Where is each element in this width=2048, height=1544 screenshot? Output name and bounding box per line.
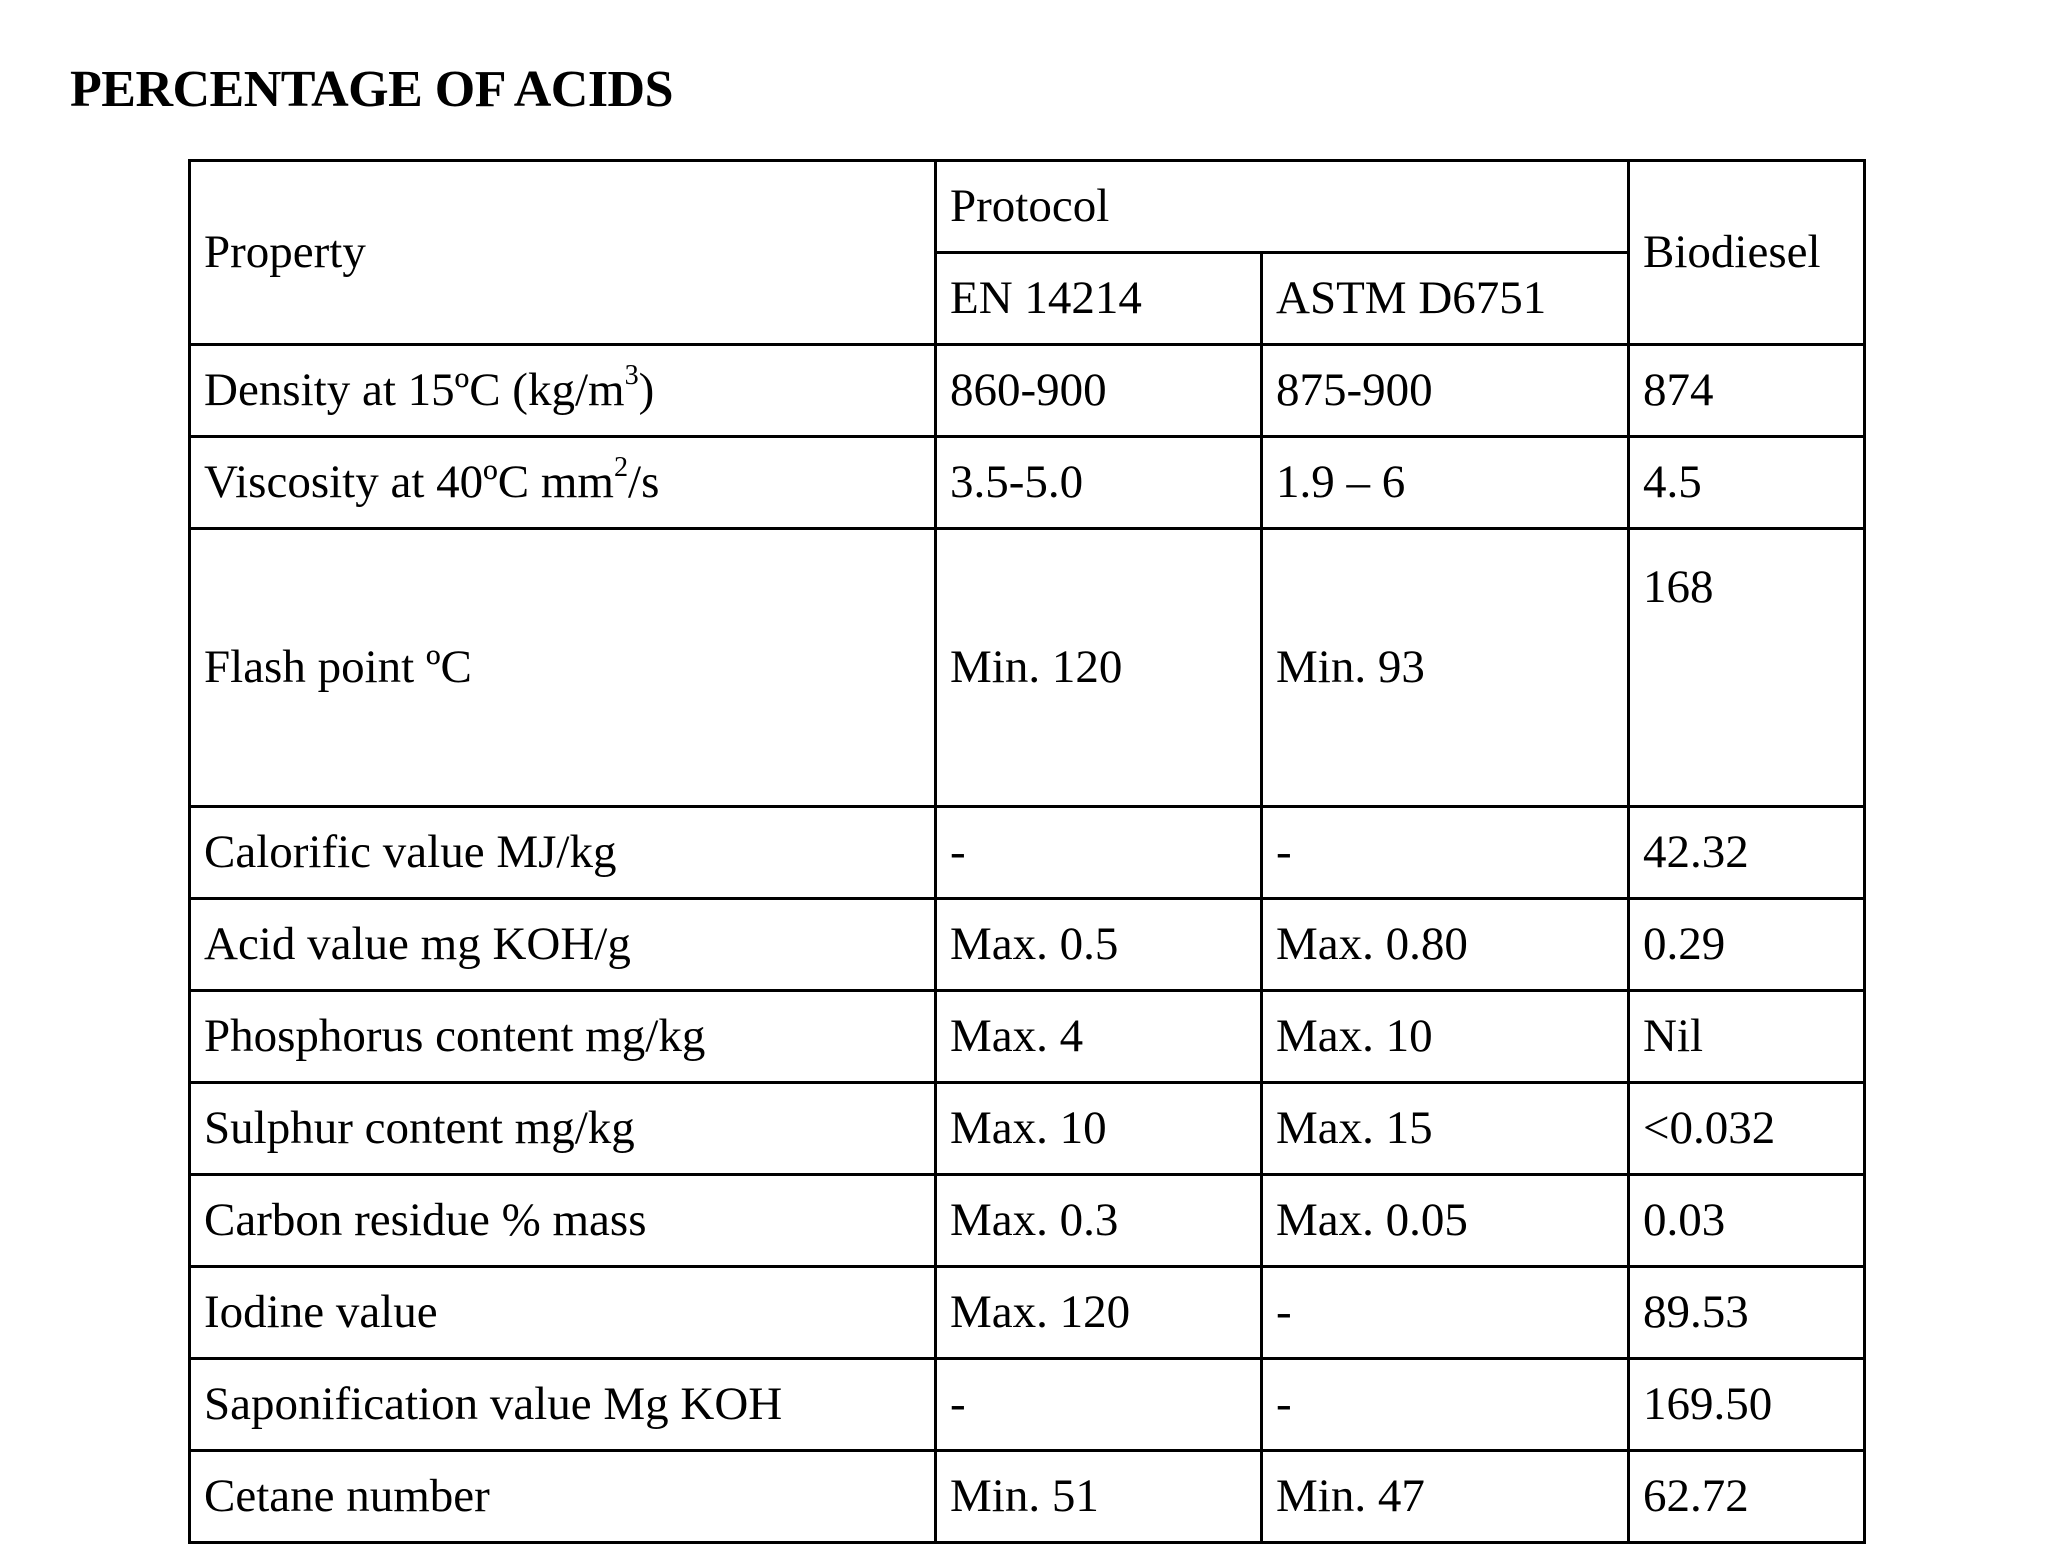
table-row: [190, 1175, 1865, 1267]
property-cell: Sulphur content mg/kg: [190, 1083, 936, 1175]
property-cell: Phosphorus content mg/kg: [190, 991, 936, 1083]
property-cell: Flash point ºC: [190, 529, 936, 807]
table-row: [190, 899, 1865, 991]
en-value-cell: -: [936, 1359, 1262, 1451]
astm-value-cell: Min. 47: [1262, 1451, 1629, 1543]
astm-value-cell: -: [1262, 807, 1629, 899]
property-cell: Iodine value: [190, 1267, 936, 1359]
table-row: [190, 1267, 1865, 1359]
biodiesel-value-cell: 169.50: [1629, 1359, 1865, 1451]
table-row: [190, 807, 1865, 899]
property-cell: Viscosity at 40ºC $mm^2/s$: [190, 437, 936, 529]
astm-value-cell: 875-900: [1262, 345, 1629, 437]
astm-value-cell: Max. 15: [1262, 1083, 1629, 1175]
astm-value-cell: Max. 10: [1262, 991, 1629, 1083]
property-cell: Carbon residue % mass: [190, 1175, 936, 1267]
header-astm-d6751: ASTM D6751: [1262, 253, 1629, 345]
table-row: [190, 1083, 1865, 1175]
biodiesel-value-cell: 62.72: [1629, 1451, 1865, 1543]
en-value-cell: Min. 51: [936, 1451, 1262, 1543]
table-row: [190, 437, 1865, 529]
biodiesel-value-cell: <0.032: [1629, 1083, 1865, 1175]
header-property: Property: [190, 161, 936, 345]
properties-table: [188, 159, 1866, 1544]
astm-value-cell: Max. 0.05: [1262, 1175, 1629, 1267]
astm-value-cell: -: [1262, 1267, 1629, 1359]
astm-value-cell: Min. 93: [1262, 529, 1629, 807]
property-cell: Cetane number: [190, 1451, 936, 1543]
en-value-cell: Max. 10: [936, 1083, 1262, 1175]
header-protocol: Protocol: [936, 161, 1629, 253]
table-row: [190, 345, 1865, 437]
property-cell: Calorific value MJ/kg: [190, 807, 936, 899]
en-value-cell: 860-900: [936, 345, 1262, 437]
en-value-cell: Max. 4: [936, 991, 1262, 1083]
header-en-14214: EN 14214: [936, 253, 1262, 345]
property-cell: Acid value mg KOH/g: [190, 899, 936, 991]
astm-value-cell: -: [1262, 1359, 1629, 1451]
biodiesel-value-cell: 89.53: [1629, 1267, 1865, 1359]
en-value-cell: 3.5-5.0: [936, 437, 1262, 529]
biodiesel-value-cell: 4.5: [1629, 437, 1865, 529]
header-biodiesel: Biodiesel: [1629, 161, 1865, 345]
en-value-cell: Max. 0.3: [936, 1175, 1262, 1267]
page-title: PERCENTAGE OF ACIDS: [70, 61, 674, 118]
biodiesel-value-cell: 0.03: [1629, 1175, 1865, 1267]
table-row: [190, 1359, 1865, 1451]
property-cell: Density at 15ºC $(kg/m^3)$: [190, 345, 936, 437]
table-row: [190, 1451, 1865, 1543]
biodiesel-value-cell: 874: [1629, 345, 1865, 437]
en-value-cell: Max. 0.5: [936, 899, 1262, 991]
biodiesel-value-cell: 42.32: [1629, 807, 1865, 899]
astm-value-cell: Max. 0.80: [1262, 899, 1629, 991]
en-value-cell: Max. 120: [936, 1267, 1262, 1359]
biodiesel-value-cell: Nil: [1629, 991, 1865, 1083]
table-header-row: [190, 161, 1865, 253]
en-value-cell: Min. 120: [936, 529, 1262, 807]
table-row: [190, 991, 1865, 1083]
table-row: [190, 529, 1865, 807]
property-cell: Saponification value Mg KOH: [190, 1359, 936, 1451]
biodiesel-value-cell: 168: [1629, 529, 1865, 807]
astm-value-cell: 1.9 – 6: [1262, 437, 1629, 529]
en-value-cell: -: [936, 807, 1262, 899]
biodiesel-value-cell: 0.29: [1629, 899, 1865, 991]
